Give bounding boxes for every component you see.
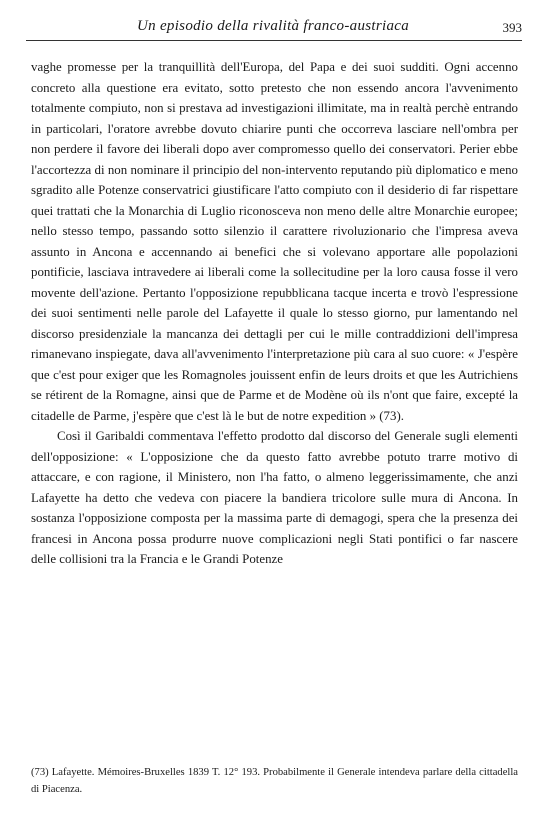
body-text <box>31 57 518 570</box>
paragraph: Così il Garibaldi commentava l'effetto prodotto dal discorso del Generale sugli elementi dell'opposizione: « L'opposizione che da questo fatto avrebbe potuto trarre motivo di attaccare, e con ragione, il Ministero, non l'ha fatto, o almeno leggerissimamente, che anzi Lafayette ha detto che vedeva con piacere la bandiera tricolore sulle mura di Ancona. In sostanza l'opposizione composta per la massima parte di demagogi, spera che la presenza dei francesi in Ancona possa produrre nuove complicazioni negli Stati pontifici o far nascere delle collisioni tra la Francia e le Grandi Potenze <box>31 429 518 566</box>
running-title: Un episodio della rivalità franco-austriaca <box>136 18 410 34</box>
paragraph: vaghe promesse per la tranquillità dell'Europa, del Papa e dei suoi sudditi. Ogni accenno concreto alla questione era evitato, sotto pretesto che non essendo ancora l'avvenimento totalmente compiuto, non si prestava ad investigazioni illimitate, ma in realtà perchè entrando in particolari, l'oratore avrebbe dovuto chiarire punti che occorreva lasciare nell'ombra per non perdere il favore dei liberali dopo aver compromesso quello dei conservatori. Perier ebbe l'accortezza di non nominare il principio del non-intervento reputando più diplomatico e meno sgradito alle Potenze conservatrici giustificare l'atto compiuto con il desiderio di far rispettare quei trattati che la Monarchia di Luglio riconosceva non meno delle altre Monarchie europee; nello stesso tempo, passando sotto silenzio il carattere rivoluzionario che l'impresa aveva assunto in Ancona e accennando ai benefici che si volevano apportare alle popolazioni pontificie, lasciava intravedere ai liberali come la sollecitudine per la loro causa fosse il vero movente dell'azione. Pertanto l'opposizione repubblicana tacque incerta e trovò l'espressione dei suoi sentimenti nelle parole del Lafayette il quale lo stesso giorno, pur lamentando nel discorso presidenziale la mancanza dei dettagli per cui le mille contraddizioni dell'impresa rimanevano inspiegate, dava all'avvenimento l'interpretazione più cara al suo cuore: « J'espère que c'est pour exiger que les Romagnoles jouissent enfin de leurs droits et que les Autrichiens se rétirent de la Romagne, ainsi que de Parme et de Modène où ils n'ont que faire, excepté la citadelle de Parme, j'espère que c'est là le but de notre expedition » (73). <box>31 60 518 423</box>
footnote: (73) Lafayette. Mémoires-Bruxelles 1839 T. 12° 193. Probabilmente il Generale intendeva parlare della cittadella di Piacenza. <box>31 767 518 795</box>
page-number: 393 <box>502 20 522 35</box>
page-header <box>26 18 522 41</box>
